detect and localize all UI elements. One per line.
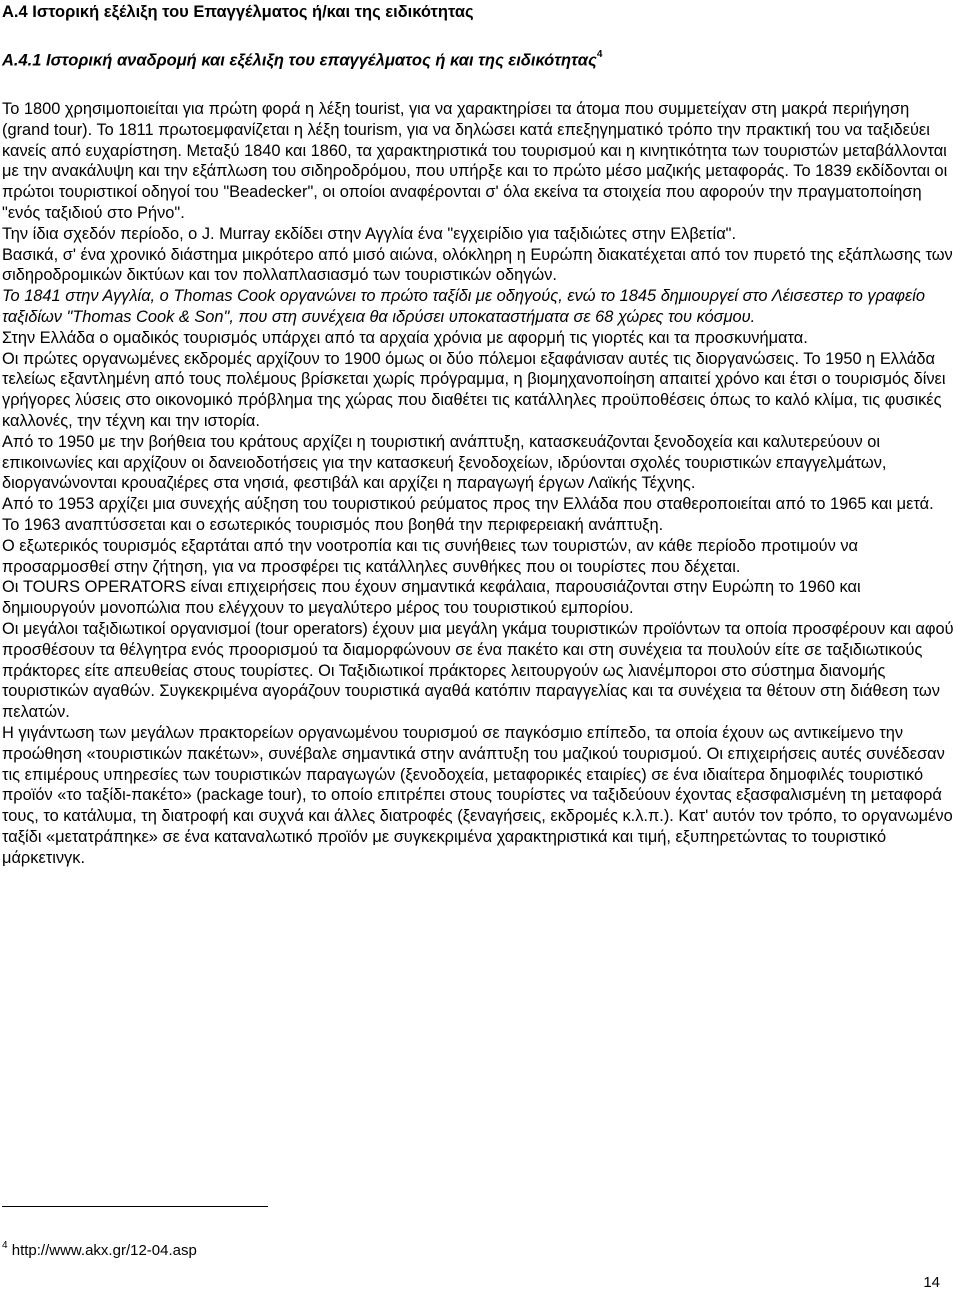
paragraph-tour-operators: Οι TOURS OPERATORS είναι επιχειρήσεις που έχουν σημαντικά κεφάλαια, παρουσιάζονται στην Ευρώπη το 1960 και δημιουργούν μονοπώλια που ελέγχουν το μεγαλύτερο μέρος του τουριστικού εμπορίου. [2,578,861,618]
paragraph-first-excursions: Οι πρώτες οργανωμένες εκδρομές αρχίζουν το 1900 όμως οι δύο πόλεμοι εξαφάνισαν αυτές τις διοργανώσεις. Το 1950 η Ελλάδα τελείως εξαντλημένη από τους πολέμους βρίσκεται χωρίς πρόγραμμα, η βιομηχανοποίηση απαιτεί χρόνο και έτσι ο τουρισμός δίνει γρήγορες λύσεις στο οικονομικό πρόβλημα της χώρας που διαθέτει τις κατάλληλες προϋποθέσεις όπως το καλό κλίμα, τις φυσικές καλλονές, την τέχνη και την ιστορία. [2,349,946,430]
page-number: 14 [923,1274,940,1291]
paragraph-travel-agents: Οι μεγάλοι ταξιδιωτικοί οργανισμοί (tour operators) έχουν μια μεγάλη γκάμα τουριστικών προϊόντων τα οποία προσφέρουν και αφού προσθέσουν τα θέλγητρα ενός προορισμού τα διαμορφώνουν σε ένα πακέτο και στη συνέχεια τα πουλούν είτε σε ταξιδιωτικούς πράκτορες είτε απευθείας στους τουρίστες. Οι Ταξιδιωτικοί πράκτορες λειτουργούν ως λιανέμποροι στο σύστημα διανομής τουριστικών αγαθών. Συγκεκριμένα αγοράζουν τουριστικά αγαθά κατόπιν παραγγελίας και τα συνέχεια τα θέτουν στη διάθεση των πελατών. [2,619,954,722]
footnote-link[interactable]: http://www.akx.gr/12-04.asp [11,1242,197,1259]
paragraph-1953-growth: Από το 1953 αρχίζει μια συνεχής αύξηση του τουριστικού ρεύματος προς την Ελλάδα που σταθεροποιείται από το 1965 και μετά. [2,495,934,514]
paragraph-thomas-cook: Το 1841 στην Αγγλία, ο Thomas Cook οργανώνει το πρώτο ταξίδι με οδηγούς, ενώ το 1845 δημιουργεί στο Λέισεστερ το γραφείο ταξιδίων "Thomas Cook & Son", που στη συνέχεια θα ιδρύσει υποκαταστήματα σε 68 χώρες του κόσμου. [2,287,925,326]
paragraph-1963-domestic: Το 1963 αναπτύσσεται και ο εσωτερικός τουρισμός που βοηθά την περιφερειακή ανάπτυξη. [2,515,664,534]
footnote-separator [2,1206,268,1207]
paragraph-external-tourism: Ο εξωτερικός τουρισμός εξαρτάται από την νοοτροπία και τις συνήθειες των τουριστών, αν κάθε περίοδο προτιμούν να προσαρμοσθεί στην ζήτηση, για να προσφέρει τις κατάλληλες συνθήκες που οι τουρίστες που δέχεται. [2,536,859,576]
body-text [2,99,957,868]
paragraph-package-tour: Η γιγάντωση των μεγάλων πρακτορείων οργανωμένου τουρισμού σε παγκόσμιο επίπεδο, τα οποία έχουν ως αντικείμενο την προώθηση «τουριστικών πακέτων», συνέβαλε σημαντικά στην ανάπτυξη του μαζικού τουρισμού. Οι επιχειρήσεις αυτές συνέδεσαν τις επιμέρους υπηρεσίες των τουριστικών παραγωγών (ξενοδοχεία, μεταφορικές εταιρίες) σε ένα ιδιαίτερα δημοφιλές τουριστικό προϊόν «το ταξίδι-πακέτο» (package tour), το οποίο επιτρέπει στους τουρίστες να ταξιδεύουν έχοντας εξασφαλισμένη τη μεταφορά τους, το κατάλυμα, τη διατροφή και συχνά και άλλες διατροφές (ξεναγήσεις, εκδρομές κ.λ.π.). Κατ' αυτόν τον τρόπο, το οργανωμένο ταξίδι «μετατράπηκε» σε ένα καταναλωτικό προϊόν με συγκεκριμένα χαρακτηριστικά και τιμή, εξυπηρετώντας το τουριστικό μάρκετινγκ. [2,723,953,867]
section-heading: Α.4 Ιστορική εξέλιξη του Επαγγέλματος ή/και της ειδικότητας [2,3,474,21]
paragraph-1950-development: Από το 1950 με την βοήθεια του κράτους αρχίζει η τουριστική ανάπτυξη, κατασκευάζονται ξενοδοχεία και καλυτερεύουν οι επικοινωνίες και αρχίζουν οι δανειοδοτήσεις για την κατασκευή ξενοδοχείων, ιδρύονται σχολές τουριστικών επαγγελμάτων, διοργανώνονται κρουαζιέρες στα νησιά, φεστιβάλ και αρχίζει η παραγωγή έργων Λαϊκής Τέχνης. [2,432,887,493]
paragraph-greece-ancient: Στην Ελλάδα ο ομαδικός τουρισμός υπάρχει από τα αρχαία χρόνια με αφορμή τις γιορτές και τα προσκυνήματα. [2,328,808,347]
paragraph-murray: Την ίδια σχεδόν περίοδο, ο J. Murray εκδίδει στην Αγγλία ένα "εγχειρίδιο για ταξιδιώτες στην Ελβετία". [2,224,737,243]
footnote [2,1238,197,1260]
subsection-heading-text: Α.4.1 Ιστορική αναδρομή και εξέλιξη του επαγγέλματος ή και της ειδικότητας [2,51,597,70]
footnote-reference: 4 [596,49,603,60]
paragraph-europe-railways: Βασικά, σ' ένα χρονικό διάστημα μικρότερο από μισό αιώνα, ολόκληρη η Ευρώπη διακατέχεται από τον πυρετό της εξάπλωσης των σιδηροδρομικών δικτύων και τον πολλαπλασιασμό των τουριστικών οδηγών. [2,245,953,285]
paragraph-grand-tour: Το 1800 χρησιμοποιείται για πρώτη φορά η λέξη tourist, για να χαρακτηρίσει τα άτομα που συμμετείχαν στη μακρά περιήγηση (grand tour). Το 1811 πρωτοεμφανίζεται η λέξη tourism, για να δηλώσει κατά επεξηγηματικό τρόπο την πρακτική του να ταξιδεύει κανείς από ευχαρίστηση. Μεταξύ 1840 και 1860, τα χαρακτηριστικά του τουρισμού και η κινητικότητα των τουριστών μεταβάλλονται με την ανακάλυψη και την εξάπλωση του σιδηροδρόμου, που υπήρξε και το πρώτο μέσο μαζικής μεταφοράς. Το 1839 εκδίδονται οι πρώτοι τουριστικοί οδηγοί του "Beadecker", οι οποίοι αναφέρονται σ' όλα εκείνα τα στοιχεία που αφορούν την πραγματοποίηση "ενός ταξιδιού στο Ρήνο". [2,100,948,222]
footnote-number: 4 [2,1240,8,1251]
subsection-heading [2,47,602,71]
